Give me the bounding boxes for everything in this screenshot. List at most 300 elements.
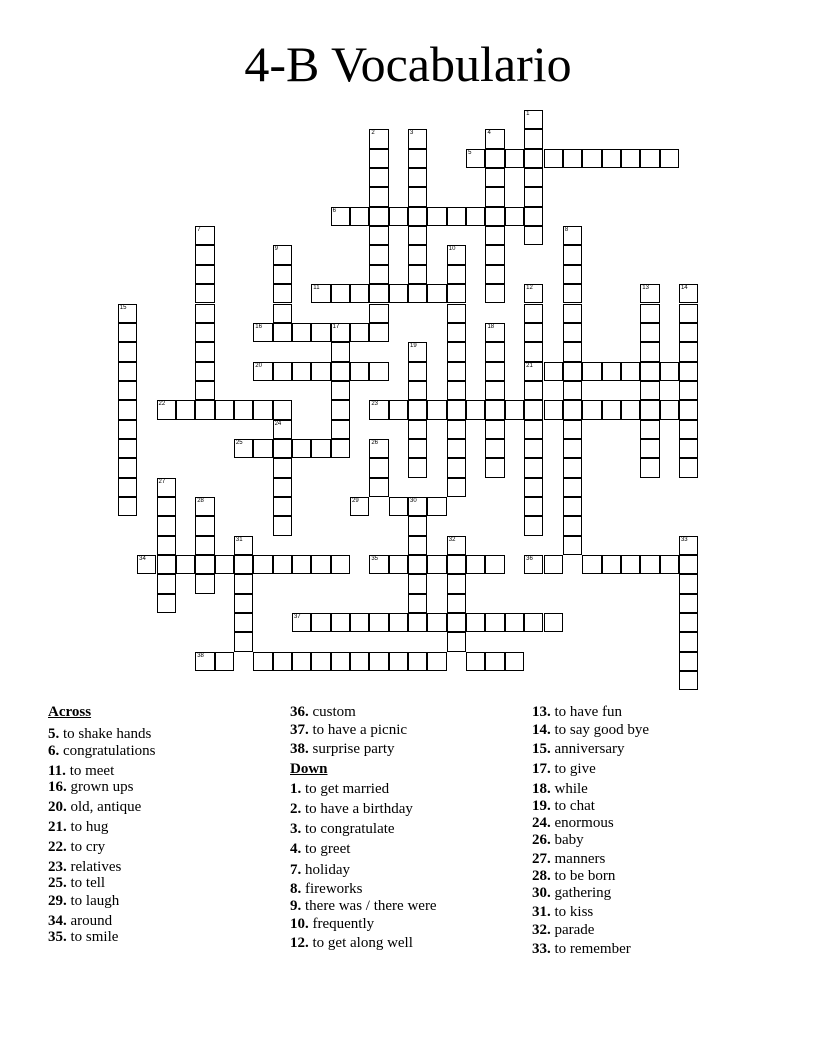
crossword-cell[interactable] xyxy=(389,555,408,574)
crossword-cell[interactable] xyxy=(447,458,466,477)
crossword-cell[interactable] xyxy=(640,323,659,342)
crossword-cell[interactable] xyxy=(408,594,427,613)
crossword-cell[interactable] xyxy=(408,129,427,148)
crossword-cell[interactable] xyxy=(640,555,659,574)
crossword-cell[interactable] xyxy=(311,323,330,342)
crossword-cell[interactable] xyxy=(524,187,543,206)
crossword-cell[interactable] xyxy=(253,323,272,342)
crossword-cell[interactable] xyxy=(466,400,485,419)
crossword-cell[interactable] xyxy=(485,439,504,458)
crossword-cell[interactable] xyxy=(621,149,640,168)
crossword-cell[interactable] xyxy=(389,284,408,303)
crossword-cell[interactable] xyxy=(331,400,350,419)
crossword-cell[interactable] xyxy=(234,574,253,593)
crossword-cell[interactable] xyxy=(157,400,176,419)
crossword-cell[interactable] xyxy=(447,323,466,342)
crossword-cell[interactable] xyxy=(582,400,601,419)
crossword-cell[interactable] xyxy=(563,497,582,516)
crossword-cell[interactable] xyxy=(253,555,272,574)
crossword-cell[interactable] xyxy=(563,439,582,458)
crossword-cell[interactable] xyxy=(369,613,388,632)
crossword-cell[interactable] xyxy=(369,362,388,381)
crossword-cell[interactable] xyxy=(679,613,698,632)
crossword-cell[interactable] xyxy=(292,613,311,632)
crossword-cell[interactable] xyxy=(273,555,292,574)
crossword-cell[interactable] xyxy=(389,207,408,226)
crossword-cell[interactable] xyxy=(157,594,176,613)
crossword-cell[interactable] xyxy=(679,323,698,342)
crossword-cell[interactable] xyxy=(273,362,292,381)
crossword-cell[interactable] xyxy=(640,458,659,477)
crossword-cell[interactable] xyxy=(485,168,504,187)
crossword-cell[interactable] xyxy=(485,362,504,381)
crossword-cell[interactable] xyxy=(563,381,582,400)
crossword-cell[interactable] xyxy=(621,555,640,574)
crossword-cell[interactable] xyxy=(447,265,466,284)
crossword-cell[interactable] xyxy=(563,536,582,555)
crossword-cell[interactable] xyxy=(466,207,485,226)
crossword-cell[interactable] xyxy=(602,149,621,168)
crossword-cell[interactable] xyxy=(505,400,524,419)
crossword-cell[interactable] xyxy=(157,555,176,574)
crossword-cell[interactable] xyxy=(447,478,466,497)
crossword-cell[interactable] xyxy=(563,516,582,535)
crossword-cell[interactable] xyxy=(621,362,640,381)
crossword-cell[interactable] xyxy=(466,555,485,574)
crossword-cell[interactable] xyxy=(524,362,543,381)
crossword-cell[interactable] xyxy=(389,652,408,671)
crossword-cell[interactable] xyxy=(408,187,427,206)
crossword-cell[interactable] xyxy=(408,168,427,187)
crossword-cell[interactable] xyxy=(408,458,427,477)
crossword-cell[interactable] xyxy=(640,362,659,381)
crossword-cell[interactable] xyxy=(234,555,253,574)
crossword-cell[interactable] xyxy=(679,652,698,671)
crossword-cell[interactable] xyxy=(563,149,582,168)
crossword-cell[interactable] xyxy=(408,420,427,439)
crossword-cell[interactable] xyxy=(331,342,350,361)
crossword-cell[interactable] xyxy=(195,362,214,381)
crossword-cell[interactable] xyxy=(118,439,137,458)
crossword-cell[interactable] xyxy=(447,536,466,555)
crossword-cell[interactable] xyxy=(447,342,466,361)
crossword-cell[interactable] xyxy=(485,284,504,303)
crossword-cell[interactable] xyxy=(447,400,466,419)
crossword-cell[interactable] xyxy=(369,478,388,497)
crossword-cell[interactable] xyxy=(660,400,679,419)
crossword-cell[interactable] xyxy=(369,304,388,323)
crossword-cell[interactable] xyxy=(118,400,137,419)
crossword-cell[interactable] xyxy=(679,594,698,613)
crossword-cell[interactable] xyxy=(524,129,543,148)
crossword-cell[interactable] xyxy=(408,265,427,284)
crossword-cell[interactable] xyxy=(524,497,543,516)
crossword-cell[interactable] xyxy=(292,652,311,671)
crossword-cell[interactable] xyxy=(485,420,504,439)
crossword-cell[interactable] xyxy=(582,362,601,381)
crossword-cell[interactable] xyxy=(602,400,621,419)
crossword-cell[interactable] xyxy=(369,245,388,264)
crossword-cell[interactable] xyxy=(273,439,292,458)
crossword-cell[interactable] xyxy=(157,574,176,593)
crossword-cell[interactable] xyxy=(427,284,446,303)
crossword-cell[interactable] xyxy=(447,362,466,381)
crossword-cell[interactable] xyxy=(195,381,214,400)
crossword-cell[interactable] xyxy=(544,149,563,168)
crossword-cell[interactable] xyxy=(505,613,524,632)
crossword-cell[interactable] xyxy=(408,555,427,574)
crossword-cell[interactable] xyxy=(524,168,543,187)
crossword-cell[interactable] xyxy=(369,149,388,168)
crossword-cell[interactable] xyxy=(369,168,388,187)
crossword-cell[interactable] xyxy=(176,400,195,419)
crossword-cell[interactable] xyxy=(427,555,446,574)
crossword-cell[interactable] xyxy=(157,536,176,555)
crossword-cell[interactable] xyxy=(253,439,272,458)
crossword-cell[interactable] xyxy=(369,187,388,206)
crossword-cell[interactable] xyxy=(350,497,369,516)
crossword-cell[interactable] xyxy=(253,400,272,419)
crossword-cell[interactable] xyxy=(273,497,292,516)
crossword-cell[interactable] xyxy=(137,555,156,574)
crossword-cell[interactable] xyxy=(563,342,582,361)
crossword-cell[interactable] xyxy=(118,497,137,516)
crossword-cell[interactable] xyxy=(640,149,659,168)
crossword-cell[interactable] xyxy=(679,439,698,458)
crossword-cell[interactable] xyxy=(524,458,543,477)
crossword-cell[interactable] xyxy=(215,652,234,671)
crossword-cell[interactable] xyxy=(679,420,698,439)
crossword-cell[interactable] xyxy=(447,420,466,439)
crossword-cell[interactable] xyxy=(485,265,504,284)
crossword-cell[interactable] xyxy=(679,304,698,323)
crossword-cell[interactable] xyxy=(350,362,369,381)
crossword-cell[interactable] xyxy=(118,362,137,381)
crossword-cell[interactable] xyxy=(118,478,137,497)
crossword-cell[interactable] xyxy=(369,400,388,419)
crossword-cell[interactable] xyxy=(524,304,543,323)
crossword-cell[interactable] xyxy=(485,226,504,245)
crossword-cell[interactable] xyxy=(524,110,543,129)
crossword-cell[interactable] xyxy=(427,207,446,226)
crossword-cell[interactable] xyxy=(640,284,659,303)
crossword-cell[interactable] xyxy=(118,381,137,400)
crossword-cell[interactable] xyxy=(524,478,543,497)
crossword-cell[interactable] xyxy=(234,594,253,613)
crossword-cell[interactable] xyxy=(389,613,408,632)
crossword-cell[interactable] xyxy=(311,362,330,381)
crossword-cell[interactable] xyxy=(679,381,698,400)
crossword-cell[interactable] xyxy=(524,342,543,361)
crossword-cell[interactable] xyxy=(331,439,350,458)
crossword-cell[interactable] xyxy=(621,400,640,419)
crossword-cell[interactable] xyxy=(195,245,214,264)
crossword-cell[interactable] xyxy=(369,207,388,226)
crossword-cell[interactable] xyxy=(369,323,388,342)
crossword-cell[interactable] xyxy=(234,400,253,419)
crossword-cell[interactable] xyxy=(331,420,350,439)
crossword-cell[interactable] xyxy=(253,362,272,381)
crossword-cell[interactable] xyxy=(524,226,543,245)
crossword-cell[interactable] xyxy=(466,149,485,168)
crossword-cell[interactable] xyxy=(311,555,330,574)
crossword-cell[interactable] xyxy=(679,671,698,690)
crossword-cell[interactable] xyxy=(660,555,679,574)
crossword-cell[interactable] xyxy=(524,516,543,535)
crossword-cell[interactable] xyxy=(176,555,195,574)
crossword-cell[interactable] xyxy=(660,362,679,381)
crossword-cell[interactable] xyxy=(408,613,427,632)
crossword-cell[interactable] xyxy=(331,555,350,574)
crossword-cell[interactable] xyxy=(369,652,388,671)
crossword-cell[interactable] xyxy=(563,400,582,419)
crossword-cell[interactable] xyxy=(602,362,621,381)
crossword-cell[interactable] xyxy=(408,574,427,593)
crossword-cell[interactable] xyxy=(563,245,582,264)
crossword-cell[interactable] xyxy=(582,555,601,574)
crossword-cell[interactable] xyxy=(331,362,350,381)
crossword-cell[interactable] xyxy=(679,362,698,381)
crossword-cell[interactable] xyxy=(118,304,137,323)
crossword-cell[interactable] xyxy=(485,342,504,361)
crossword-cell[interactable] xyxy=(369,458,388,477)
crossword-cell[interactable] xyxy=(157,497,176,516)
crossword-cell[interactable] xyxy=(524,284,543,303)
crossword-cell[interactable] xyxy=(602,555,621,574)
crossword-cell[interactable] xyxy=(466,613,485,632)
crossword-cell[interactable] xyxy=(157,516,176,535)
crossword-cell[interactable] xyxy=(505,207,524,226)
crossword-cell[interactable] xyxy=(427,400,446,419)
crossword-cell[interactable] xyxy=(408,652,427,671)
crossword-cell[interactable] xyxy=(660,149,679,168)
crossword-cell[interactable] xyxy=(408,245,427,264)
crossword-cell[interactable] xyxy=(485,129,504,148)
crossword-cell[interactable] xyxy=(273,458,292,477)
crossword-cell[interactable] xyxy=(447,381,466,400)
crossword-cell[interactable] xyxy=(195,226,214,245)
crossword-cell[interactable] xyxy=(640,420,659,439)
crossword-cell[interactable] xyxy=(447,439,466,458)
crossword-cell[interactable] xyxy=(485,400,504,419)
crossword-cell[interactable] xyxy=(292,362,311,381)
crossword-cell[interactable] xyxy=(234,536,253,555)
crossword-cell[interactable] xyxy=(273,420,292,439)
crossword-cell[interactable] xyxy=(524,207,543,226)
crossword-cell[interactable] xyxy=(640,304,659,323)
crossword-cell[interactable] xyxy=(195,342,214,361)
crossword-cell[interactable] xyxy=(331,323,350,342)
crossword-cell[interactable] xyxy=(485,149,504,168)
crossword-cell[interactable] xyxy=(273,265,292,284)
crossword-cell[interactable] xyxy=(311,652,330,671)
crossword-cell[interactable] xyxy=(447,245,466,264)
crossword-cell[interactable] xyxy=(563,362,582,381)
crossword-cell[interactable] xyxy=(524,439,543,458)
crossword-cell[interactable] xyxy=(544,613,563,632)
crossword-cell[interactable] xyxy=(563,304,582,323)
crossword-cell[interactable] xyxy=(215,555,234,574)
crossword-cell[interactable] xyxy=(369,439,388,458)
crossword-cell[interactable] xyxy=(408,400,427,419)
crossword-cell[interactable] xyxy=(408,362,427,381)
crossword-cell[interactable] xyxy=(273,478,292,497)
crossword-cell[interactable] xyxy=(292,555,311,574)
crossword-cell[interactable] xyxy=(311,613,330,632)
crossword-cell[interactable] xyxy=(195,284,214,303)
crossword-cell[interactable] xyxy=(427,652,446,671)
crossword-cell[interactable] xyxy=(195,265,214,284)
crossword-cell[interactable] xyxy=(350,652,369,671)
crossword-cell[interactable] xyxy=(118,420,137,439)
crossword-cell[interactable] xyxy=(311,439,330,458)
crossword-cell[interactable] xyxy=(234,439,253,458)
crossword-cell[interactable] xyxy=(427,613,446,632)
crossword-cell[interactable] xyxy=(195,497,214,516)
crossword-cell[interactable] xyxy=(447,304,466,323)
crossword-cell[interactable] xyxy=(427,497,446,516)
crossword-cell[interactable] xyxy=(118,342,137,361)
crossword-cell[interactable] xyxy=(273,284,292,303)
crossword-cell[interactable] xyxy=(369,284,388,303)
crossword-cell[interactable] xyxy=(408,149,427,168)
crossword-cell[interactable] xyxy=(485,613,504,632)
crossword-cell[interactable] xyxy=(389,400,408,419)
crossword-cell[interactable] xyxy=(524,381,543,400)
crossword-cell[interactable] xyxy=(331,381,350,400)
crossword-cell[interactable] xyxy=(505,149,524,168)
crossword-cell[interactable] xyxy=(215,400,234,419)
crossword-cell[interactable] xyxy=(447,574,466,593)
crossword-cell[interactable] xyxy=(563,420,582,439)
crossword-cell[interactable] xyxy=(331,284,350,303)
crossword-cell[interactable] xyxy=(640,400,659,419)
crossword-cell[interactable] xyxy=(563,265,582,284)
crossword-cell[interactable] xyxy=(331,207,350,226)
crossword-cell[interactable] xyxy=(408,284,427,303)
crossword-cell[interactable] xyxy=(563,226,582,245)
crossword-cell[interactable] xyxy=(253,652,272,671)
crossword-cell[interactable] xyxy=(195,323,214,342)
crossword-cell[interactable] xyxy=(640,381,659,400)
crossword-cell[interactable] xyxy=(369,555,388,574)
crossword-cell[interactable] xyxy=(234,632,253,651)
crossword-cell[interactable] xyxy=(195,400,214,419)
crossword-cell[interactable] xyxy=(195,555,214,574)
crossword-cell[interactable] xyxy=(447,207,466,226)
crossword-cell[interactable] xyxy=(195,516,214,535)
crossword-cell[interactable] xyxy=(408,342,427,361)
crossword-cell[interactable] xyxy=(273,245,292,264)
crossword-cell[interactable] xyxy=(447,555,466,574)
crossword-cell[interactable] xyxy=(640,439,659,458)
crossword-cell[interactable] xyxy=(524,613,543,632)
crossword-cell[interactable] xyxy=(563,284,582,303)
crossword-cell[interactable] xyxy=(466,652,485,671)
crossword-cell[interactable] xyxy=(563,478,582,497)
crossword-cell[interactable] xyxy=(273,400,292,419)
crossword-cell[interactable] xyxy=(679,536,698,555)
crossword-cell[interactable] xyxy=(331,613,350,632)
crossword-cell[interactable] xyxy=(273,304,292,323)
crossword-cell[interactable] xyxy=(524,555,543,574)
crossword-cell[interactable] xyxy=(544,555,563,574)
crossword-cell[interactable] xyxy=(273,516,292,535)
crossword-cell[interactable] xyxy=(544,400,563,419)
crossword-cell[interactable] xyxy=(389,497,408,516)
crossword-cell[interactable] xyxy=(524,400,543,419)
crossword-cell[interactable] xyxy=(195,574,214,593)
crossword-cell[interactable] xyxy=(485,245,504,264)
crossword-cell[interactable] xyxy=(157,478,176,497)
crossword-cell[interactable] xyxy=(679,284,698,303)
crossword-cell[interactable] xyxy=(679,458,698,477)
crossword-cell[interactable] xyxy=(369,129,388,148)
crossword-cell[interactable] xyxy=(118,458,137,477)
crossword-cell[interactable] xyxy=(350,323,369,342)
crossword-cell[interactable] xyxy=(273,652,292,671)
crossword-cell[interactable] xyxy=(524,149,543,168)
crossword-cell[interactable] xyxy=(447,284,466,303)
crossword-cell[interactable] xyxy=(118,323,137,342)
crossword-cell[interactable] xyxy=(485,555,504,574)
crossword-cell[interactable] xyxy=(195,652,214,671)
crossword-cell[interactable] xyxy=(447,632,466,651)
crossword-cell[interactable] xyxy=(679,555,698,574)
crossword-cell[interactable] xyxy=(369,226,388,245)
crossword-cell[interactable] xyxy=(234,613,253,632)
crossword-cell[interactable] xyxy=(350,284,369,303)
crossword-cell[interactable] xyxy=(350,613,369,632)
crossword-cell[interactable] xyxy=(369,265,388,284)
crossword-cell[interactable] xyxy=(505,652,524,671)
crossword-cell[interactable] xyxy=(485,652,504,671)
crossword-cell[interactable] xyxy=(485,458,504,477)
crossword-cell[interactable] xyxy=(524,420,543,439)
crossword-cell[interactable] xyxy=(447,613,466,632)
crossword-cell[interactable] xyxy=(408,226,427,245)
crossword-cell[interactable] xyxy=(485,207,504,226)
crossword-cell[interactable] xyxy=(485,187,504,206)
crossword-cell[interactable] xyxy=(447,594,466,613)
crossword-cell[interactable] xyxy=(408,536,427,555)
crossword-cell[interactable] xyxy=(273,323,292,342)
crossword-cell[interactable] xyxy=(408,207,427,226)
crossword-cell[interactable] xyxy=(582,149,601,168)
crossword-cell[interactable] xyxy=(563,323,582,342)
crossword-cell[interactable] xyxy=(195,304,214,323)
crossword-cell[interactable] xyxy=(679,342,698,361)
crossword-cell[interactable] xyxy=(408,381,427,400)
crossword-cell[interactable] xyxy=(311,284,330,303)
crossword-cell[interactable] xyxy=(408,439,427,458)
crossword-cell[interactable] xyxy=(331,652,350,671)
crossword-cell[interactable] xyxy=(679,574,698,593)
crossword-cell[interactable] xyxy=(195,536,214,555)
crossword-cell[interactable] xyxy=(640,342,659,361)
crossword-cell[interactable] xyxy=(408,497,427,516)
crossword-cell[interactable] xyxy=(485,323,504,342)
crossword-cell[interactable] xyxy=(350,207,369,226)
crossword-cell[interactable] xyxy=(679,400,698,419)
crossword-cell[interactable] xyxy=(679,632,698,651)
crossword-cell[interactable] xyxy=(292,323,311,342)
crossword-cell[interactable] xyxy=(408,516,427,535)
crossword-cell[interactable] xyxy=(485,381,504,400)
crossword-cell[interactable] xyxy=(524,323,543,342)
crossword-cell[interactable] xyxy=(563,458,582,477)
crossword-cell[interactable] xyxy=(292,439,311,458)
